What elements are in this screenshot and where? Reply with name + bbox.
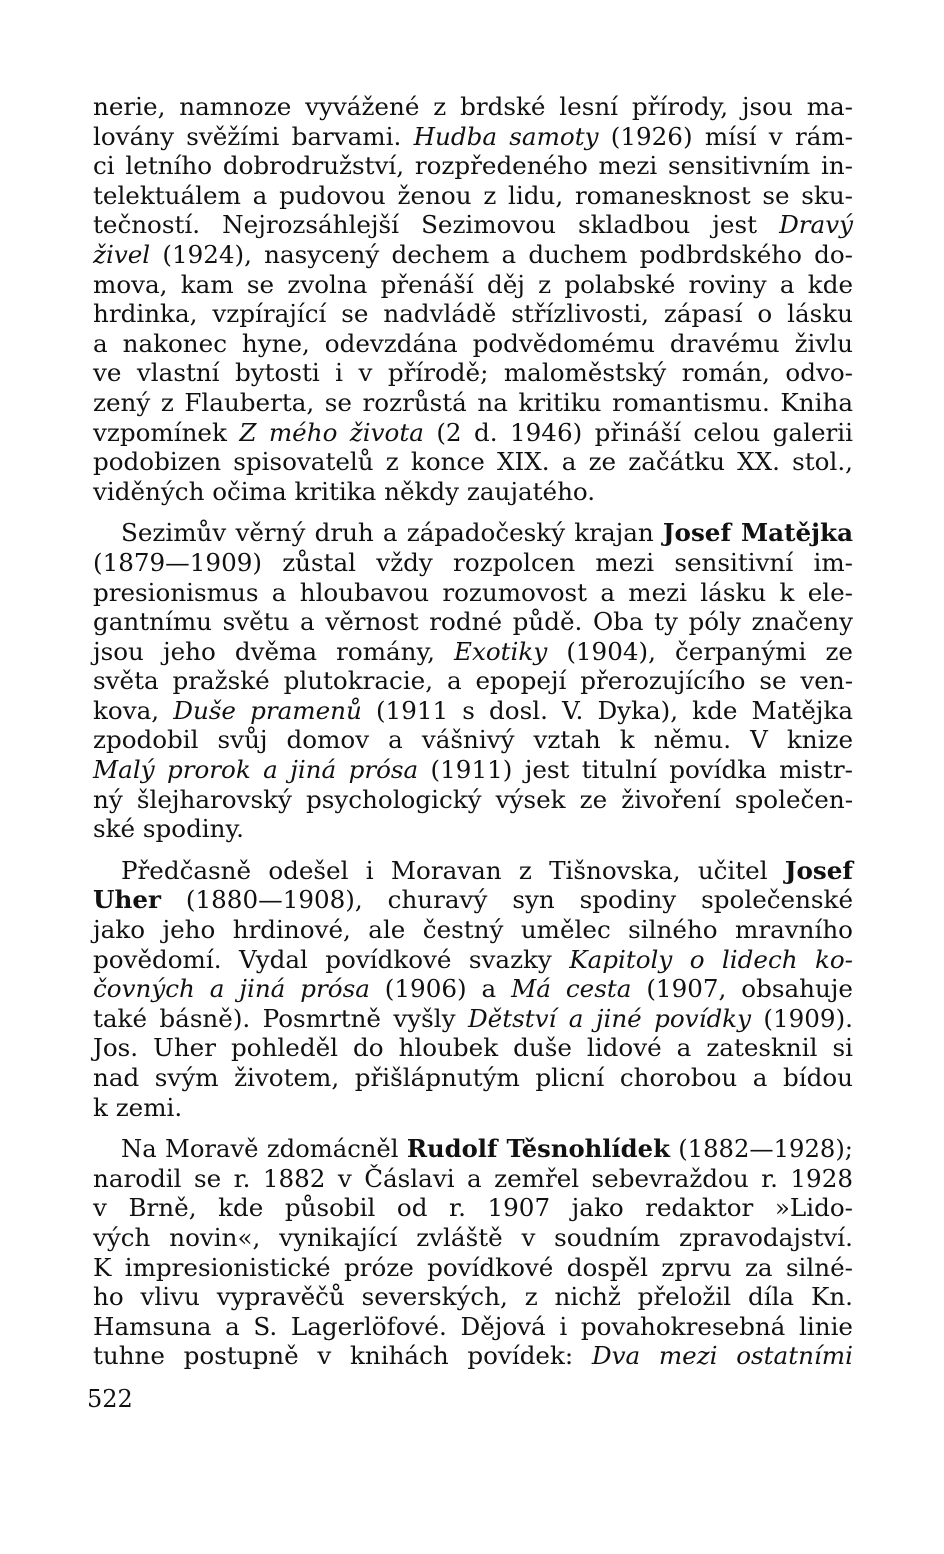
text-line: jsou jeho dvěma romány, Exotiky (1904), čerpanými ze	[93, 636, 853, 666]
text-line: telektuálem a pudovou ženou z lidu, romanesknost se sku-	[93, 180, 853, 210]
book-title: Dravý	[779, 210, 853, 240]
text-line: ci letního dobrodružství, rozpředeného mezi sensitivním in-	[93, 151, 853, 181]
book-title: Duše pramenů	[173, 695, 362, 725]
book-title: Malý prorok a jiná prósa	[93, 755, 419, 785]
paragraph-sezima-continued	[93, 92, 853, 506]
text-line: Jos. Uher pohleděl do hloubek duše lidové a zatesknil si	[93, 1033, 853, 1063]
author-name: Rudolf Těsnohlídek	[406, 1134, 670, 1164]
text-line: zený z Flauberta, se rozrůstá na kritiku romantismu. Kniha	[93, 387, 853, 417]
paragraph-gap	[93, 844, 853, 856]
text-line: také básně). Posmrtně vyšly Dětství a jiné povídky (1909).	[93, 1003, 853, 1033]
text-line: nerie, namnoze vyvážené z brdské lesní přírody, jsou ma-	[93, 92, 853, 121]
author-name: Josef	[784, 855, 853, 885]
book-title: čovných a jiná prósa	[93, 974, 370, 1004]
book-title: živel	[93, 239, 151, 269]
text-line: vzpomínek Z mého života (2 d. 1946) přináší celou galerii	[93, 417, 854, 447]
text-line: tuhne postupně v knihách povídek: Dva mezi ostatními	[93, 1341, 853, 1371]
paragraph-matejka	[93, 518, 853, 844]
book-title: Má cesta	[511, 974, 632, 1004]
text-line: čovných a jiná prósa (1906) a Má cesta (1907, obsahuje	[93, 974, 853, 1004]
book-title: Z mého života	[239, 417, 424, 447]
paragraph-gap	[93, 1122, 853, 1134]
text-line: jako jeho hrdinové, ale čestný umělec silného mravního	[93, 915, 853, 945]
text-line: ný šlejharovský psychologický výsek ze živoření společen-	[93, 784, 853, 814]
text-line: ve vlastní bytosti i v přírodě; maloměstský román, odvo-	[93, 358, 853, 388]
book-title: Hudba samoty	[413, 121, 599, 151]
paragraph-gap	[93, 506, 853, 518]
text-line: zpodobil svůj domov a vášnivý vztah k němu. V knize	[93, 725, 853, 755]
text-line: Sezimův věrný druh a západočeský krajan Josef Matějka	[121, 518, 853, 548]
text-line: viděných očima kritika někdy zaujatého.	[93, 476, 596, 506]
text-line: ho vlivu vypravěčů severských, z nichž přeložil díla Kn.	[93, 1282, 853, 1312]
book-title: Dva mezi ostatními	[591, 1341, 853, 1371]
text-line: gantnímu světu a věrnost rodné půdě. Oba ty póly značeny	[93, 607, 853, 637]
text-line: podobizen spisovatelů z konce XIX. a ze začátku XX. stol.,	[93, 447, 853, 477]
text-line: mova, kam se zvolna přenáší děj z polabské roviny a kde	[93, 269, 853, 299]
text-line: Malý prorok a jiná prósa (1911) jest titulní povídka mistr-	[93, 755, 853, 785]
page-number: 522	[87, 1385, 133, 1413]
text-line: k zemi.	[93, 1092, 183, 1122]
text-line: narodil se r. 1882 v Čáslavi a zemřel sebevraždou r. 1928	[93, 1163, 853, 1193]
book-title: Exotiky	[454, 636, 548, 666]
text-line: kova, Duše pramenů (1911 s dosl. V. Dyka), kde Matějka	[93, 695, 853, 725]
text-line: živel (1924), nasycený dechem a duchem podbrdského do-	[93, 239, 853, 269]
text-line: a nakonec hyne, odevzdána podvědomému dravému živlu	[93, 328, 853, 358]
text-line: Uher (1880—1908), churavý syn spodiny společenské	[93, 885, 853, 915]
text-line: lovány svěžími barvami. Hudba samoty (1926) mísí v rám-	[93, 121, 853, 151]
text-line: vých novin«, vynikající zvláště v soudním zpravodajství.	[93, 1222, 853, 1252]
text-line: Předčasně odešel i Moravan z Tišnovska, učitel Josef	[121, 855, 853, 885]
text-line: Hamsuna a S. Lagerlöfové. Dějová i povahokresebná linie	[93, 1311, 853, 1341]
text-line: Na Moravě zdomácněl Rudolf Těsnohlídek (1882—1928);	[121, 1134, 853, 1164]
author-name: Josef Matějka	[662, 518, 853, 548]
text-line: hrdinka, vzpírající se nadvládě střízlivosti, zápasí o lásku	[93, 299, 853, 329]
page-text	[93, 92, 853, 1371]
text-line: (1879—1909) zůstal vždy rozpolcen mezi sensitivní im-	[93, 547, 853, 577]
book-title: Kapitoly o lidech ko-	[569, 944, 853, 974]
text-line: v Brně, kde působil od r. 1907 jako redaktor »Lido-	[93, 1193, 853, 1223]
book-title: Dětství a jiné povídky	[467, 1003, 751, 1033]
text-line: ské spodiny.	[93, 814, 244, 844]
text-line: presionismus a hloubavou rozumovost a mezi lásku k ele-	[93, 577, 853, 607]
text-line: tečností. Nejrozsáhlejší Sezimovou skladbou jest Dravý	[93, 210, 853, 240]
paragraph-uher	[93, 856, 853, 1122]
text-line: K impresionistické próze povídkové dospěl zprvu za silné-	[93, 1252, 853, 1282]
text-line: světa pražské plutokracie, a epopejí přerozujícího se ven-	[93, 666, 853, 696]
author-name: Uher	[93, 885, 161, 915]
paragraph-tesnohlidek	[93, 1134, 853, 1371]
text-line: nad svým životem, přišlápnutým plicní chorobou a bídou	[93, 1063, 853, 1092]
text-line: povědomí. Vydal povídkové svazky Kapitoly o lidech ko-	[93, 944, 853, 974]
